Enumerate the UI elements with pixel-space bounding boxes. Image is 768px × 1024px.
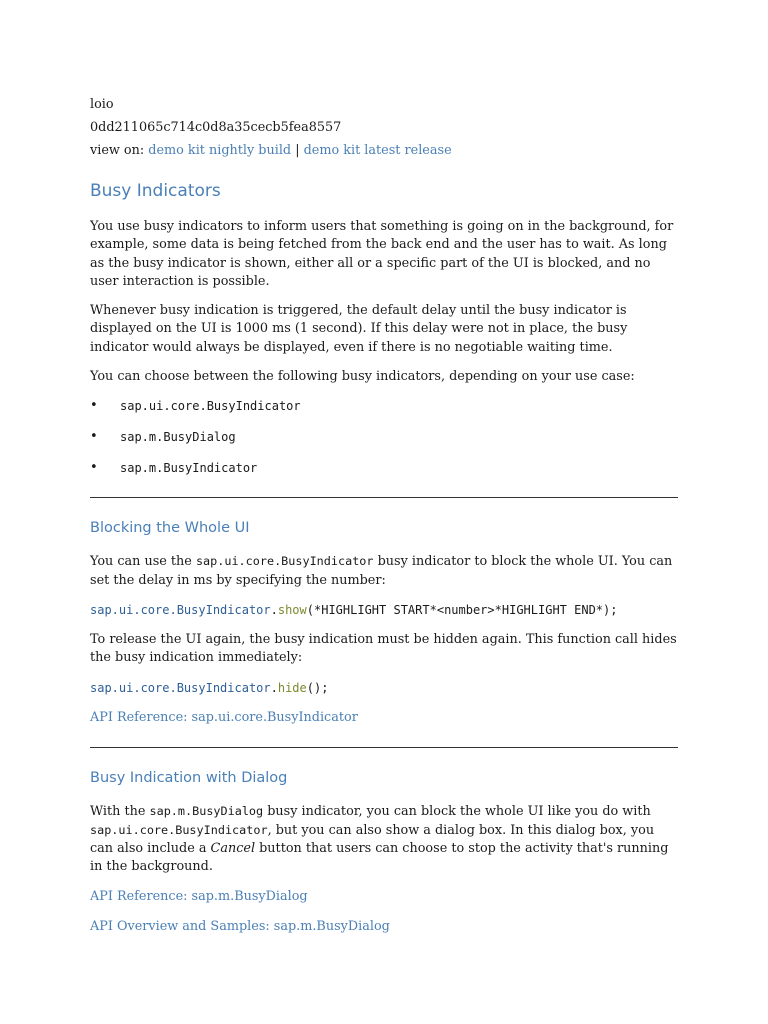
section-divider: [90, 747, 678, 748]
page-title: Busy Indicators: [90, 181, 221, 201]
blocking-paragraph-2: To release the UI again, the busy indication must be hidden again. This function call hides the busy indication immediately:: [90, 631, 677, 666]
demo-kit-latest-link[interactable]: demo kit latest release: [303, 143, 452, 158]
code-highlight-start: *HIGHLIGHT START*: [314, 602, 437, 617]
loio-id: 0dd211065c714c0d8a35cecb5fea8557: [90, 120, 342, 135]
section-heading-dialog: Busy Indication with Dialog: [90, 769, 288, 786]
api-reference-busydialog-link[interactable]: API Reference: sap.m.BusyDialog: [90, 888, 308, 904]
view-on-label: view on:: [90, 143, 145, 158]
loio-label: loio: [90, 97, 114, 112]
list-item: • sap.m.BusyDialog: [90, 428, 678, 446]
text-run: busy indicator, you can block the whole UI like you do with: [263, 803, 651, 819]
text-run: busy indicator to block the whole UI. You can set the delay in ms by specifying the number:: [90, 554, 673, 588]
text-run: , but you can also show a dialog box. In this dialog box, you can also include a: [90, 822, 655, 857]
code-paren-close: );: [603, 602, 618, 617]
emphasis-cancel: Cancel: [210, 841, 256, 857]
code-dot: .: [270, 602, 278, 617]
code-paren-open: (: [306, 602, 314, 617]
api-overview-busydialog-link[interactable]: API Overview and Samples: sap.m.BusyDialog: [90, 918, 390, 934]
code-function: hide: [277, 680, 307, 695]
code-function: show: [277, 602, 307, 617]
busy-indicator-list: [90, 397, 678, 477]
demo-kit-nightly-link[interactable]: demo kit nightly build: [148, 143, 292, 158]
list-item: • sap.m.BusyIndicator: [90, 459, 678, 477]
code-argument: number: [444, 602, 488, 617]
text-run: button that users can choose to stop the activity that's running in the background.: [90, 841, 669, 875]
code-parens: ();: [306, 680, 329, 695]
code-gt: >: [487, 602, 495, 617]
intro-paragraph-2: Whenever busy indication is triggered, the default delay until the busy indicator is displayed on the UI is 1000 ms (1 second). If this delay were not in place, the busy indicator would always be displayed, even if there is no negotiable waiting time.: [90, 303, 628, 355]
dialog-paragraph-1: [90, 802, 678, 877]
text-run: You can use the: [90, 554, 196, 570]
inline-code: sap.m.BusyDialog: [149, 803, 264, 818]
code-lt: <: [436, 602, 445, 617]
api-reference-busyindicator-link[interactable]: API Reference: sap.ui.core.BusyIndicator: [90, 709, 358, 725]
code-snippet-hide: [90, 679, 678, 697]
link-separator: |: [295, 143, 300, 158]
intro-paragraph-1: You use busy indicators to inform users that something is going on in the background, for example, some data is being fetched from the back end and the user has to wait. As long as the busy indicator is shown, either all or a specific part of the UI is blocked, and no user interaction is possible.: [90, 219, 674, 289]
section-heading-blocking: Blocking the Whole UI: [90, 520, 250, 537]
view-on-line: [90, 139, 678, 162]
text-run: With the: [90, 803, 150, 819]
section-divider: [90, 497, 678, 498]
intro-paragraph-3: You can choose between the following busy indicators, depending on your use case:: [90, 369, 635, 385]
code-highlight-end: *HIGHLIGHT END*: [494, 602, 604, 617]
list-item: • sap.ui.core.BusyIndicator: [90, 397, 678, 415]
code-dot: .: [270, 680, 278, 695]
code-object: sap.ui.core.BusyIndicator: [90, 602, 271, 617]
inline-code: sap.ui.core.BusyIndicator: [195, 554, 374, 569]
inline-code: sap.ui.core.BusyIndicator: [90, 822, 268, 837]
blocking-paragraph-1: [90, 552, 678, 590]
code-snippet-show: [90, 601, 678, 619]
code-object: sap.ui.core.BusyIndicator: [90, 680, 271, 695]
